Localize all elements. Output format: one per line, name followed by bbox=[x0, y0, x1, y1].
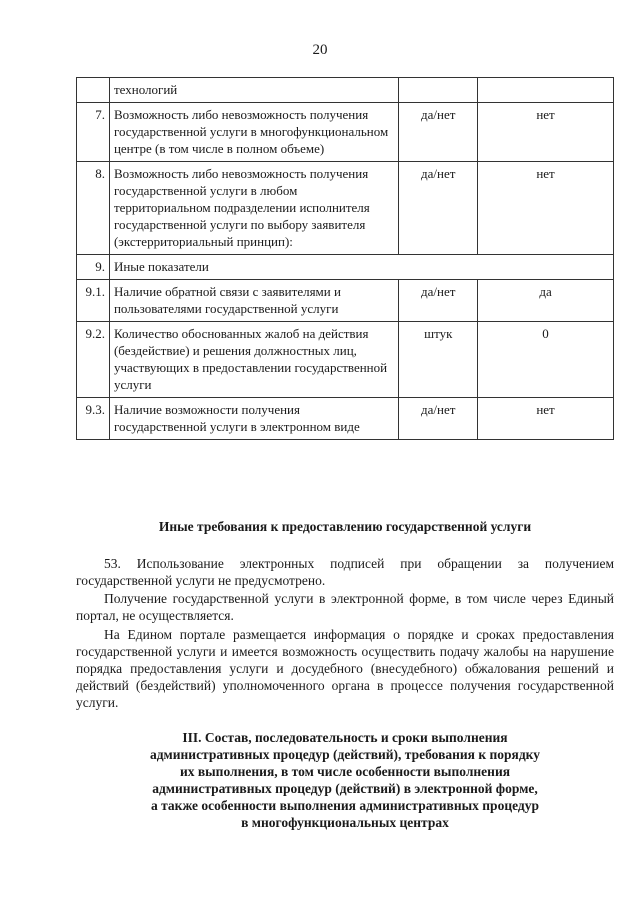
table-row bbox=[77, 78, 614, 103]
value-cell: нет bbox=[478, 103, 614, 162]
value-cell: 0 bbox=[478, 322, 614, 398]
chapter-heading-line: в многофункциональных центрах bbox=[241, 815, 449, 830]
unit-cell: да/нет bbox=[399, 398, 478, 440]
row-number: 8. bbox=[77, 162, 110, 255]
chapter-heading-line: а также особенности выполнения административных процедур bbox=[151, 798, 539, 813]
unit-cell bbox=[399, 78, 478, 103]
row-number bbox=[77, 78, 110, 103]
paragraph-unified-portal: На Едином портале размещается информация о порядке и сроках предоставления государственной услуги и имеется возможность осуществить подачу жалобы на нарушение порядка предоставления услуги и досудебного (внесудебного) обжалования решений и действий (бездействий) уполномоченного органа в процессе получения государственной услуги. bbox=[76, 627, 614, 710]
chapter-heading bbox=[76, 729, 614, 831]
unit-cell: да/нет bbox=[399, 103, 478, 162]
unit-cell: штук bbox=[399, 322, 478, 398]
table-row bbox=[77, 398, 614, 440]
paragraph-53: 53. Использование электронных подписей при обращении за получением государственной услуги не предусмотрено. bbox=[76, 556, 614, 588]
row-number: 9.1. bbox=[77, 280, 110, 322]
value-cell: да bbox=[478, 280, 614, 322]
indicator-name: Наличие возможности получения государственной услуги в электронном виде bbox=[109, 398, 399, 440]
section-heading: Иные требования к предоставлению государственной услуги bbox=[158, 519, 532, 534]
paragraph-electronic-form: Получение государственной услуги в электронной форме, в том числе через Единый портал, не осуществляется. bbox=[76, 591, 614, 623]
table-row bbox=[77, 280, 614, 322]
page-number: 20 bbox=[312, 42, 328, 58]
unit-cell: да/нет bbox=[399, 162, 478, 255]
indicator-group-name: Иные показатели bbox=[109, 255, 613, 280]
row-number: 7. bbox=[77, 103, 110, 162]
chapter-heading-line: их выполнения, в том числе особенности выполнения bbox=[179, 764, 511, 779]
row-number: 9.2. bbox=[77, 322, 110, 398]
value-cell: нет bbox=[478, 398, 614, 440]
table-row bbox=[77, 103, 614, 162]
indicator-name: технологий bbox=[109, 78, 399, 103]
indicator-name: Возможность либо невозможность получения государственной услуги в любом территориальном подразделении исполнителя государственной услуги по выбору заявителя (экстерриториальный принцип): bbox=[109, 162, 399, 255]
chapter-heading-line: административных процедур (действий) в электронной форме, bbox=[152, 781, 538, 796]
row-number: 9. bbox=[77, 255, 110, 280]
value-cell bbox=[478, 78, 614, 103]
table-row bbox=[77, 322, 614, 398]
indicators-table bbox=[76, 77, 614, 440]
unit-cell: да/нет bbox=[399, 280, 478, 322]
indicator-name: Количество обоснованных жалоб на действия (бездействие) и решения должностных лиц, участвующих в предоставлении государственной услуги bbox=[109, 322, 399, 398]
row-number: 9.3. bbox=[77, 398, 110, 440]
indicator-name: Возможность либо невозможность получения государственной услуги в многофункциональном центре (в том числе в полном объеме) bbox=[109, 103, 399, 162]
chapter-heading-line: III. Состав, последовательность и сроки выполнения bbox=[182, 730, 508, 745]
value-cell: нет bbox=[478, 162, 614, 255]
indicator-name: Наличие обратной связи с заявителями и пользователями государственной услуги bbox=[109, 280, 399, 322]
chapter-heading-line: административных процедур (действий), требования к порядку bbox=[149, 747, 541, 762]
table-row bbox=[77, 255, 614, 280]
table-row bbox=[77, 162, 614, 255]
